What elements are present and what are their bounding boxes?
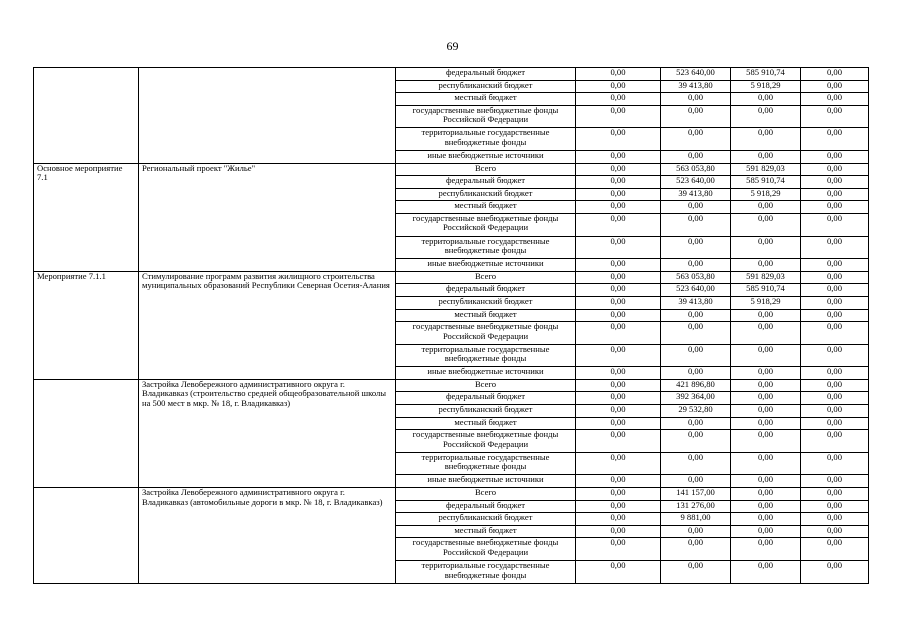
amount-cell: 0,00 (801, 201, 869, 214)
amount-cell: 5 918,29 (731, 80, 801, 93)
amount-cell: 0,00 (731, 259, 801, 272)
amount-cell: 585 910,74 (731, 176, 801, 189)
amount-cell: 0,00 (576, 236, 661, 259)
amount-cell: 0,00 (801, 513, 869, 526)
amount-cell: 0,00 (576, 452, 661, 475)
amount-cell: 0,00 (661, 322, 731, 345)
table-row (34, 379, 869, 392)
amount-cell: 0,00 (576, 201, 661, 214)
funding-source-cell: Всего (396, 163, 576, 176)
amount-cell: 39 413,80 (661, 296, 731, 309)
amount-cell: 0,00 (661, 201, 731, 214)
amount-cell: 0,00 (576, 105, 661, 128)
budget-table-body (34, 68, 869, 584)
amount-cell: 0,00 (801, 561, 869, 584)
amount-cell: 563 053,80 (661, 163, 731, 176)
funding-source-cell: Всего (396, 379, 576, 392)
amount-cell: 0,00 (731, 105, 801, 128)
amount-cell: 0,00 (661, 538, 731, 561)
funding-source-cell: республиканский бюджет (396, 80, 576, 93)
funding-source-cell: федеральный бюджет (396, 392, 576, 405)
funding-source-cell: республиканский бюджет (396, 513, 576, 526)
amount-cell: 0,00 (731, 405, 801, 418)
amount-cell: 0,00 (576, 405, 661, 418)
funding-source-cell: иные внебюджетные источники (396, 367, 576, 380)
budget-table (33, 67, 869, 584)
amount-cell: 591 829,03 (731, 271, 801, 284)
amount-cell: 0,00 (731, 150, 801, 163)
amount-cell: 0,00 (801, 379, 869, 392)
amount-cell: 0,00 (801, 452, 869, 475)
amount-cell: 0,00 (731, 379, 801, 392)
amount-cell: 585 910,74 (731, 68, 801, 81)
amount-cell: 0,00 (576, 150, 661, 163)
amount-cell: 0,00 (801, 236, 869, 259)
amount-cell: 0,00 (801, 259, 869, 272)
amount-cell: 0,00 (801, 176, 869, 189)
funding-source-cell: местный бюджет (396, 525, 576, 538)
amount-cell: 0,00 (731, 513, 801, 526)
activity-code-cell: Мероприятие 7.1.1 (34, 271, 139, 379)
amount-cell: 523 640,00 (661, 68, 731, 81)
amount-cell: 0,00 (576, 392, 661, 405)
amount-cell: 0,00 (576, 176, 661, 189)
amount-cell: 0,00 (731, 201, 801, 214)
amount-cell: 0,00 (731, 322, 801, 345)
activity-code-cell (34, 68, 139, 164)
funding-source-cell: государственные внебюджетные фонды Российской Федерации (396, 322, 576, 345)
amount-cell: 0,00 (801, 475, 869, 488)
amount-cell: 0,00 (801, 500, 869, 513)
amount-cell: 141 157,00 (661, 488, 731, 501)
amount-cell: 0,00 (576, 430, 661, 453)
activity-name-cell (139, 68, 396, 164)
funding-source-cell: территориальные государственные внебюджетные фонды (396, 561, 576, 584)
amount-cell: 0,00 (576, 500, 661, 513)
amount-cell: 0,00 (576, 488, 661, 501)
funding-source-cell: иные внебюджетные источники (396, 475, 576, 488)
amount-cell: 0,00 (731, 367, 801, 380)
amount-cell: 0,00 (576, 417, 661, 430)
amount-cell: 0,00 (801, 150, 869, 163)
page-number: 69 (446, 39, 459, 53)
amount-cell: 0,00 (801, 284, 869, 297)
amount-cell: 29 532,80 (661, 405, 731, 418)
amount-cell: 0,00 (576, 367, 661, 380)
funding-source-cell: федеральный бюджет (396, 284, 576, 297)
amount-cell: 0,00 (801, 271, 869, 284)
amount-cell: 0,00 (731, 236, 801, 259)
amount-cell: 0,00 (801, 93, 869, 106)
amount-cell: 131 276,00 (661, 500, 731, 513)
amount-cell: 0,00 (661, 417, 731, 430)
amount-cell: 0,00 (661, 525, 731, 538)
funding-source-cell: государственные внебюджетные фонды Российской Федерации (396, 430, 576, 453)
table-row (34, 68, 869, 81)
amount-cell: 0,00 (576, 213, 661, 236)
amount-cell: 0,00 (801, 392, 869, 405)
funding-source-cell: федеральный бюджет (396, 500, 576, 513)
amount-cell: 0,00 (801, 68, 869, 81)
funding-source-cell: местный бюджет (396, 93, 576, 106)
amount-cell: 0,00 (661, 309, 731, 322)
amount-cell: 0,00 (576, 525, 661, 538)
amount-cell: 585 910,74 (731, 284, 801, 297)
amount-cell: 523 640,00 (661, 284, 731, 297)
amount-cell: 0,00 (801, 525, 869, 538)
amount-cell: 591 829,03 (731, 163, 801, 176)
amount-cell: 39 413,80 (661, 188, 731, 201)
amount-cell: 0,00 (576, 561, 661, 584)
activity-name-cell: Стимулирование программ развития жилищного строительства муниципальных образований Республики Северная Осетия-Алания (139, 271, 396, 379)
funding-source-cell: иные внебюджетные источники (396, 259, 576, 272)
amount-cell: 0,00 (801, 405, 869, 418)
funding-source-cell: федеральный бюджет (396, 176, 576, 189)
amount-cell: 0,00 (576, 271, 661, 284)
amount-cell: 0,00 (661, 93, 731, 106)
amount-cell: 0,00 (731, 128, 801, 151)
amount-cell: 0,00 (801, 430, 869, 453)
amount-cell: 0,00 (731, 488, 801, 501)
amount-cell: 0,00 (801, 367, 869, 380)
amount-cell: 0,00 (661, 259, 731, 272)
amount-cell: 0,00 (731, 561, 801, 584)
amount-cell: 0,00 (576, 475, 661, 488)
amount-cell: 5 918,29 (731, 188, 801, 201)
activity-code-cell: Основное мероприятие 7.1 (34, 163, 139, 271)
amount-cell: 0,00 (576, 538, 661, 561)
amount-cell: 0,00 (576, 128, 661, 151)
funding-source-cell: территориальные государственные внебюджетные фонды (396, 128, 576, 151)
amount-cell: 421 896,80 (661, 379, 731, 392)
amount-cell: 0,00 (731, 500, 801, 513)
funding-source-cell: республиканский бюджет (396, 188, 576, 201)
table-row (34, 488, 869, 501)
amount-cell: 0,00 (731, 525, 801, 538)
amount-cell: 0,00 (661, 561, 731, 584)
funding-source-cell: государственные внебюджетные фонды Российской Федерации (396, 213, 576, 236)
amount-cell: 0,00 (661, 213, 731, 236)
amount-cell: 0,00 (661, 128, 731, 151)
activity-code-cell (34, 379, 139, 487)
table-row (34, 163, 869, 176)
funding-source-cell: местный бюджет (396, 201, 576, 214)
amount-cell: 0,00 (801, 105, 869, 128)
amount-cell: 0,00 (661, 367, 731, 380)
amount-cell: 0,00 (731, 475, 801, 488)
funding-source-cell: Всего (396, 488, 576, 501)
amount-cell: 0,00 (801, 344, 869, 367)
amount-cell: 9 881,00 (661, 513, 731, 526)
activity-name-cell: Застройка Левобережного административного округа г. Владикавказ (строительство средней общеобразовательной школы на 500 мест в мкр. № 18, г. Владикавказ) (139, 379, 396, 487)
amount-cell: 0,00 (576, 259, 661, 272)
amount-cell: 0,00 (801, 80, 869, 93)
amount-cell: 0,00 (576, 163, 661, 176)
amount-cell: 0,00 (801, 296, 869, 309)
amount-cell: 0,00 (661, 452, 731, 475)
amount-cell: 523 640,00 (661, 176, 731, 189)
funding-source-cell: территориальные государственные внебюджетные фонды (396, 236, 576, 259)
amount-cell: 0,00 (801, 538, 869, 561)
amount-cell: 392 364,00 (661, 392, 731, 405)
amount-cell: 0,00 (731, 538, 801, 561)
funding-source-cell: местный бюджет (396, 417, 576, 430)
amount-cell: 0,00 (731, 213, 801, 236)
amount-cell: 0,00 (731, 93, 801, 106)
funding-source-cell: республиканский бюджет (396, 405, 576, 418)
amount-cell: 0,00 (576, 344, 661, 367)
amount-cell: 0,00 (576, 93, 661, 106)
amount-cell: 0,00 (576, 513, 661, 526)
amount-cell: 0,00 (661, 430, 731, 453)
amount-cell: 0,00 (576, 379, 661, 392)
amount-cell: 563 053,80 (661, 271, 731, 284)
amount-cell: 0,00 (801, 188, 869, 201)
funding-source-cell: государственные внебюджетные фонды Российской Федерации (396, 538, 576, 561)
amount-cell: 0,00 (801, 417, 869, 430)
amount-cell: 5 918,29 (731, 296, 801, 309)
amount-cell: 0,00 (661, 150, 731, 163)
amount-cell: 0,00 (801, 163, 869, 176)
amount-cell: 0,00 (731, 309, 801, 322)
funding-source-cell: территориальные государственные внебюджетные фонды (396, 344, 576, 367)
funding-source-cell: Всего (396, 271, 576, 284)
amount-cell: 0,00 (801, 488, 869, 501)
amount-cell: 0,00 (576, 80, 661, 93)
funding-source-cell: территориальные государственные внебюджетные фонды (396, 452, 576, 475)
amount-cell: 0,00 (661, 344, 731, 367)
amount-cell: 0,00 (576, 284, 661, 297)
amount-cell: 0,00 (731, 452, 801, 475)
funding-source-cell: иные внебюджетные источники (396, 150, 576, 163)
amount-cell: 0,00 (731, 430, 801, 453)
activity-name-cell: Застройка Левобережного административного округа г. Владикавказ (автомобильные дороги в мкр. № 18, г. Владикавказ) (139, 488, 396, 584)
amount-cell: 0,00 (731, 417, 801, 430)
amount-cell: 0,00 (661, 475, 731, 488)
activity-code-cell (34, 488, 139, 584)
amount-cell: 0,00 (661, 105, 731, 128)
table-row (34, 271, 869, 284)
amount-cell: 0,00 (801, 213, 869, 236)
amount-cell: 0,00 (731, 344, 801, 367)
activity-name-cell: Региональный проект "Жилье" (139, 163, 396, 271)
funding-source-cell: федеральный бюджет (396, 68, 576, 81)
amount-cell: 0,00 (576, 296, 661, 309)
amount-cell: 0,00 (576, 309, 661, 322)
amount-cell: 0,00 (731, 392, 801, 405)
amount-cell: 0,00 (576, 188, 661, 201)
funding-source-cell: государственные внебюджетные фонды Российской Федерации (396, 105, 576, 128)
amount-cell: 39 413,80 (661, 80, 731, 93)
amount-cell: 0,00 (801, 128, 869, 151)
amount-cell: 0,00 (801, 309, 869, 322)
amount-cell: 0,00 (576, 68, 661, 81)
funding-source-cell: республиканский бюджет (396, 296, 576, 309)
amount-cell: 0,00 (661, 236, 731, 259)
amount-cell: 0,00 (576, 322, 661, 345)
funding-source-cell: местный бюджет (396, 309, 576, 322)
amount-cell: 0,00 (801, 322, 869, 345)
